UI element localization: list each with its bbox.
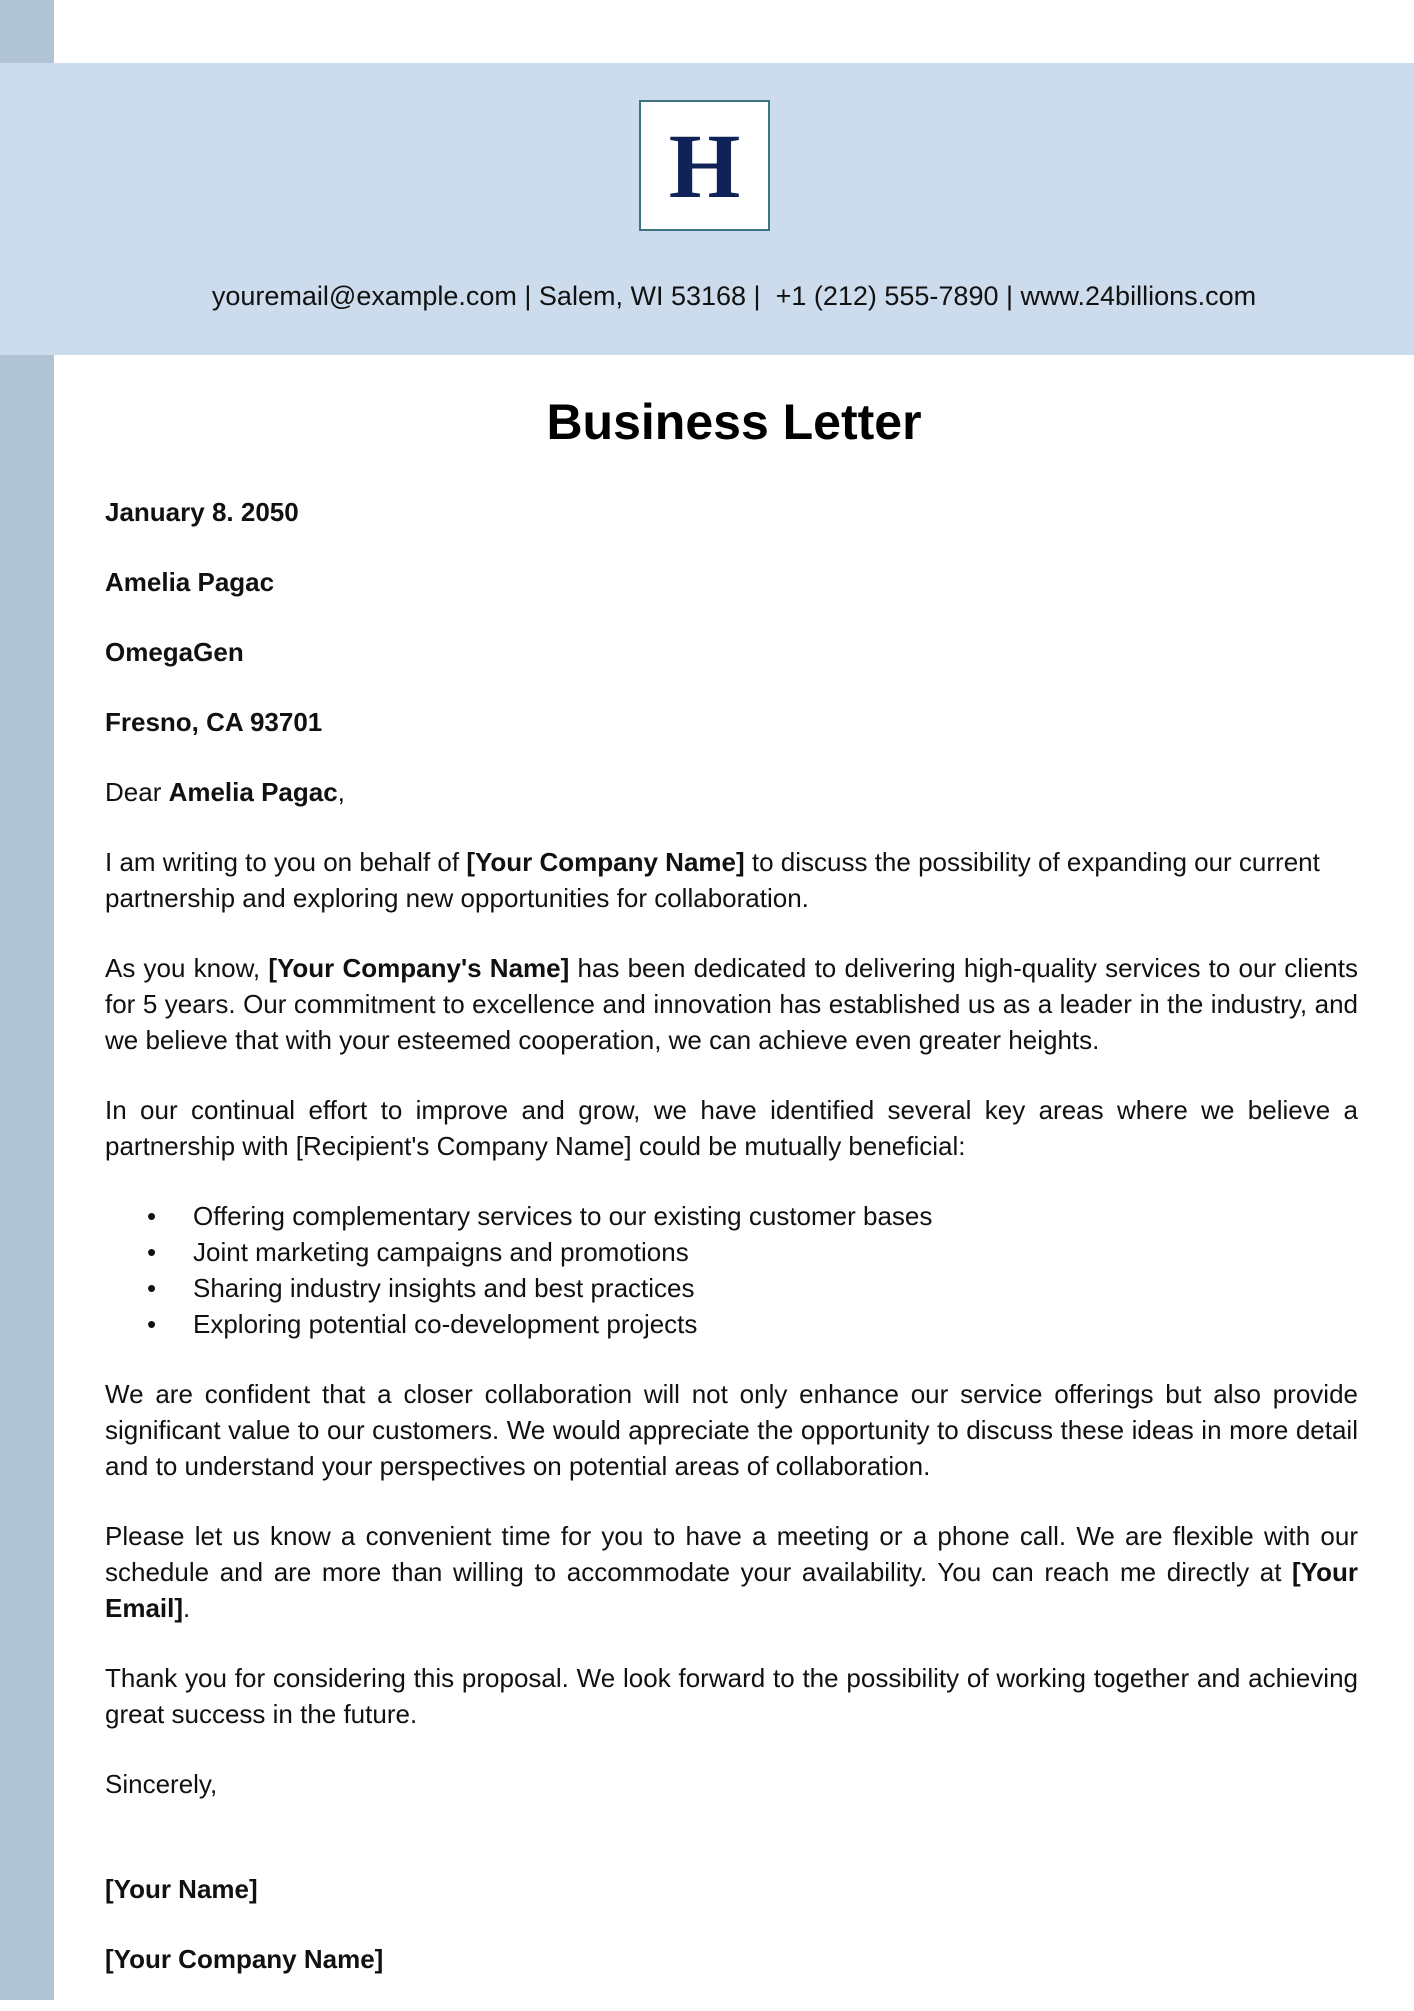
contact-line: youremail@example.com | Salem, WI 53168 | +1 (212) 555-7890 | www.24billions.com: [211, 281, 1257, 311]
salutation-suffix: ,: [337, 777, 345, 807]
list-item: • Exploring potential co-development projects: [193, 1306, 1358, 1342]
signature-company: [Your Company Name]: [105, 1944, 384, 1974]
paragraph-thanks: Thank you for considering this proposal. We look forward to the possibility of working together and achieving great success in the future.: [105, 1663, 1358, 1729]
paragraph-confidence: We are confident that a closer collaboration will not only enhance our service offerings but also provide significant value to our customers. We would appreciate the opportunity to discuss these ideas in more detail and to understand your perspectives on potential areas of collaboration.: [105, 1379, 1358, 1481]
benefits-list: [105, 1198, 1358, 1342]
paragraph-intro-text-a: I am writing to you on behalf of: [105, 847, 467, 877]
closing: Sincerely,: [105, 1769, 218, 1799]
recipient-company: OmegaGen: [105, 637, 244, 667]
signature-gap: [105, 1836, 1358, 1871]
paragraph-background: [105, 950, 1358, 1058]
paragraph-intro-text-c: to discuss the possibility of expanding our current partnership and exploring new opportunities for collaboration.: [105, 847, 1320, 913]
salutation-prefix: Dear: [105, 777, 169, 807]
signature-name: [Your Name]: [105, 1874, 258, 1904]
list-item: • Sharing industry insights and best practices: [193, 1270, 1358, 1306]
salutation: [105, 774, 1358, 810]
contact-email: youremail@example.com: [211, 281, 517, 311]
list-item: • Offering complementary services to our existing customer bases: [193, 1198, 1358, 1234]
paragraph-background-text-a: As you know,: [105, 953, 269, 983]
letter-body: [105, 494, 1358, 2011]
salutation-name: Amelia Pagac: [168, 777, 338, 807]
list-item: • Joint marketing campaigns and promotions: [193, 1234, 1358, 1270]
recipient-city: Fresno, CA 93701: [105, 707, 323, 737]
contact-phone: +1 (212) 555-7890: [775, 281, 999, 311]
paragraph-intro: [105, 844, 1358, 916]
letter-date: January 8. 2050: [105, 497, 299, 527]
page-title: Business Letter: [546, 394, 922, 450]
paragraph-background-company: [Your Company's Name]: [268, 953, 570, 983]
contact-website: www.24billions.com: [1020, 281, 1257, 311]
paragraph-meeting-text-a: Please let us know a convenient time for you to have a meeting or a phone call. We are flexible with our schedule and are more than willing to accommodate your availability. You can reach me directly at: [105, 1521, 1358, 1587]
contact-location: Salem, WI 53168: [538, 281, 747, 311]
monogram-logo: [639, 100, 770, 231]
logo-letter: H: [668, 114, 741, 217]
paragraph-areas: In our continual effort to improve and grow, we have identified several key areas where we believe a partnership with [Recipient's Company Name] could be mutually beneficial:: [105, 1095, 1358, 1161]
paragraph-meeting: [105, 1518, 1358, 1626]
paragraph-meeting-text-c: .: [183, 1593, 191, 1623]
paragraph-meeting-email: [Your Email]: [105, 1557, 1358, 1623]
paragraph-background-text-c: has been dedicated to delivering high-quality services to our clients for 5 years. Our commitment to excellence and innovation has established us as a leader in the industry, and we believe that with your esteemed cooperation, we can achieve even greater heights.: [105, 953, 1358, 1055]
paragraph-intro-company: [Your Company Name]: [466, 847, 745, 877]
recipient-name: Amelia Pagac: [105, 567, 275, 597]
